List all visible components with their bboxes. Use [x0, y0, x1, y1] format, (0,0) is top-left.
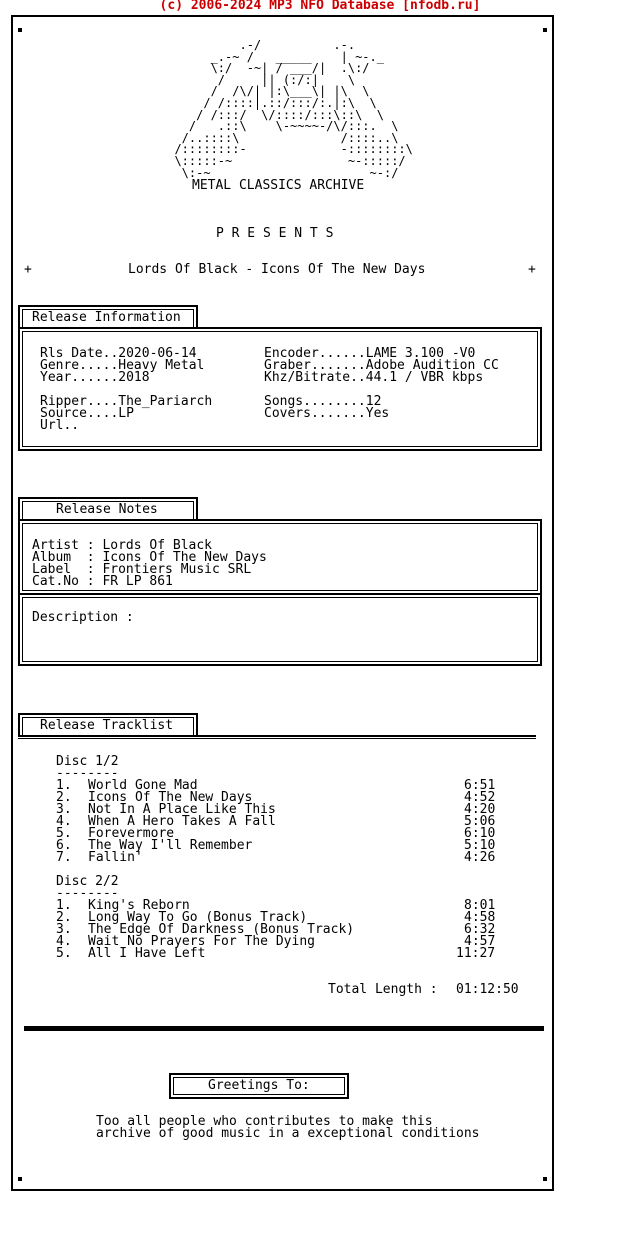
presents-text: P R E S E N T S — [216, 226, 334, 241]
track-length: 5:10 — [464, 838, 496, 853]
site-copyright-header: (c) 2006-2024 MP3 NFO Database [nfodb.ru] — [159, 0, 481, 13]
disc-underline: -------- — [56, 766, 119, 781]
greetings-label: Greetings To: — [208, 1078, 310, 1093]
info-rls-date: Rls Date..2020-06-14 — [40, 346, 197, 361]
notes-catno: Cat.No : FR LP 861 — [32, 574, 173, 589]
release-notes-tab-label: Release Notes — [56, 502, 158, 517]
corner-dot-top-right — [543, 28, 547, 32]
description-box — [18, 593, 542, 666]
disc-title: Disc 1/2 — [56, 754, 119, 769]
track-title: Forevermore — [88, 826, 175, 841]
corner-dot-top-left — [18, 28, 22, 32]
info-year: Year......2018 — [40, 370, 150, 385]
track-number: 5. — [56, 946, 72, 961]
release-tracklist-tab-label: Release Tracklist — [40, 718, 174, 733]
release-information-tab-label: Release Information — [32, 310, 181, 325]
track-number: 3. — [56, 802, 72, 817]
track-length: 6:51 — [464, 778, 496, 793]
track-title: Not In A Place Like This — [88, 802, 276, 817]
info-encoder: Encoder......LAME 3.100 -V0 — [264, 346, 476, 361]
track-number: 2. — [56, 910, 72, 925]
track-length: 4:20 — [464, 802, 496, 817]
track-number: 5. — [56, 826, 72, 841]
track-length: 6:10 — [464, 826, 496, 841]
track-length: 5:06 — [464, 814, 496, 829]
track-number: 6. — [56, 838, 72, 853]
track-title: Wait No Prayers For The Dying — [88, 934, 315, 949]
tracklist-rule-inner — [18, 738, 536, 739]
track-number: 1. — [56, 898, 72, 913]
track-length: 8:01 — [464, 898, 496, 913]
section-divider — [24, 1026, 544, 1031]
track-number: 7. — [56, 850, 72, 865]
info-covers: Covers.......Yes — [264, 406, 390, 421]
info-graber: Graber.......Adobe Audition CC — [264, 358, 499, 373]
track-length: 4:52 — [464, 790, 496, 805]
track-number: 2. — [56, 790, 72, 805]
track-length: 6:32 — [464, 922, 496, 937]
greetings-line-2: archive of good music in a exceptional conditions — [96, 1126, 480, 1141]
notes-album: Album : Icons Of The New Days — [32, 550, 267, 565]
info-url: Url.. — [40, 418, 80, 433]
description-label: Description : — [32, 610, 134, 625]
info-genre: Genre.....Heavy Metal — [40, 358, 205, 373]
info-source: Source....LP — [40, 406, 134, 421]
track-length: 4:58 — [464, 910, 496, 925]
notes-artist: Artist : Lords Of Black — [32, 538, 213, 553]
track-title: Fallin' — [88, 850, 143, 865]
track-title: All I Have Left — [88, 946, 206, 961]
track-length: 11:27 — [456, 946, 496, 961]
track-title: World Gone Mad — [88, 778, 198, 793]
info-songs: Songs........12 — [264, 394, 382, 409]
corner-dot-bottom-right — [543, 1177, 547, 1181]
track-title: Long Way To Go (Bonus Track) — [88, 910, 308, 925]
track-number: 4. — [56, 814, 72, 829]
track-title: When A Hero Takes A Fall — [88, 814, 276, 829]
corner-dot-bottom-left — [18, 1177, 22, 1181]
track-number: 3. — [56, 922, 72, 937]
notes-label: Label : Frontiers Music SRL — [32, 562, 252, 577]
track-length: 4:57 — [464, 934, 496, 949]
track-number: 1. — [56, 778, 72, 793]
greetings-line-1: Too all people who contributes to make this — [96, 1114, 433, 1129]
disc-title: Disc 2/2 — [56, 874, 119, 889]
logo-title: METAL CLASSICS ARCHIVE — [192, 178, 365, 193]
track-title: King's Reborn — [88, 898, 190, 913]
total-length-label: Total Length : — [328, 982, 438, 997]
total-length-value: 01:12:50 — [456, 982, 519, 997]
track-title: The Way I'll Remember — [88, 838, 253, 853]
track-title: The Edge Of Darkness (Bonus Track) — [88, 922, 355, 937]
heading-right-mark: + — [528, 262, 536, 277]
release-heading: Lords Of Black - Icons Of The New Days — [128, 262, 426, 277]
track-number: 4. — [56, 934, 72, 949]
heading-left-mark: + — [24, 262, 32, 277]
ascii-logo: .-/ .-. _.-~ / _____ | ~-._ \:/ -~| / ___/| .\:/ / || (:/:| \ / /\/| |:\___\| |\ \ / /::::|.::/:::/:.|:\ \ / /:::/ \/::::/:::\::\ \ / .::\ \-~~~~-/\/:::. \ /..::::\ /::::..\ /::::::::- -::::::::\ \:::::-~ ~-:::::/ \:-~ ~-:/ — [174, 38, 413, 180]
disc-underline: -------- — [56, 886, 119, 901]
info-ripper: Ripper....The_Pariarch — [40, 394, 213, 409]
tracklist-rule — [18, 735, 536, 737]
info-bitrate: Khz/Bitrate..44.1 / VBR kbps — [264, 370, 484, 385]
track-title: Icons Of The New Days — [88, 790, 253, 805]
track-length: 4:26 — [464, 850, 496, 865]
